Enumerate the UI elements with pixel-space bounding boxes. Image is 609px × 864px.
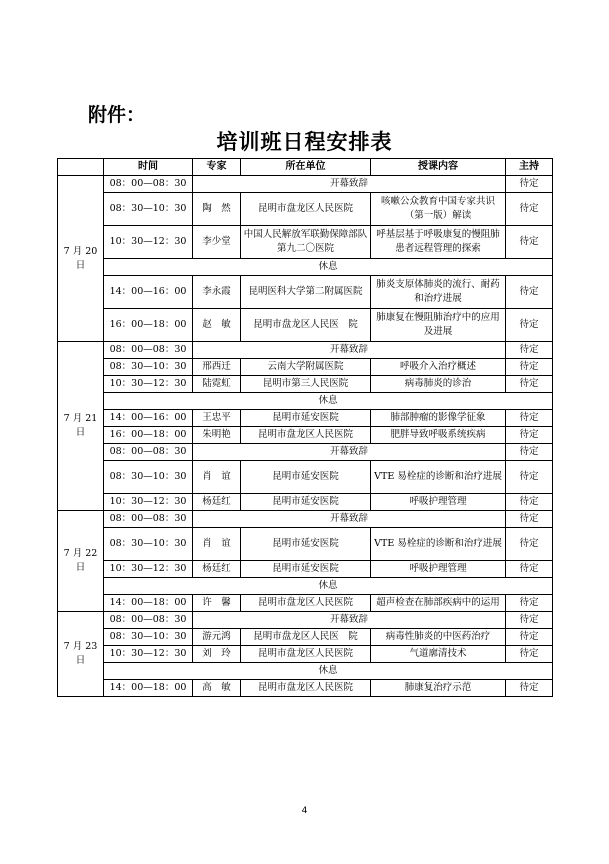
- unit-cell: 昆明市延安医院: [241, 410, 371, 427]
- break-row: [58, 663, 553, 680]
- expert-cell: 李少堂: [193, 226, 241, 259]
- unit-cell: 昆明市盘龙区人民医 院: [241, 629, 371, 646]
- topic-cell: 呼基层基于呼吸康复的慢阻肺患者远程管理的探索: [371, 226, 506, 259]
- header-time: 时间: [104, 159, 193, 176]
- table-row: [58, 376, 553, 393]
- table-row: [58, 342, 553, 359]
- time-cell: 16：00—18：00: [104, 427, 193, 444]
- host-cell: 待定: [506, 561, 553, 578]
- table-row: [58, 226, 553, 259]
- topic-cell: 肺炎支原体肺炎的流行、耐药和治疗进展: [371, 276, 506, 309]
- time-cell: 08：00—08：30: [104, 612, 193, 629]
- table-row: [58, 193, 553, 226]
- time-cell: 10：30—12：30: [104, 226, 193, 259]
- time-cell: 14：00—18：00: [104, 595, 193, 612]
- table-row: [58, 561, 553, 578]
- schedule-table: [57, 158, 553, 697]
- time-cell: 10：30—12：30: [104, 494, 193, 511]
- expert-cell: 肖 谊: [193, 528, 241, 561]
- host-cell: 待定: [506, 226, 553, 259]
- date-cell: 7 月 20 日: [58, 176, 104, 342]
- expert-cell: 赵 敏: [193, 309, 241, 342]
- opening-cell: 开幕致辞: [193, 612, 506, 629]
- expert-cell: 朱明艳: [193, 427, 241, 444]
- time-cell: 08：00—08：30: [104, 176, 193, 193]
- expert-cell: 杨廷红: [193, 494, 241, 511]
- table-row: [58, 276, 553, 309]
- header-expert: 专家: [193, 159, 241, 176]
- header-topic: 授课内容: [371, 159, 506, 176]
- time-cell: 10：30—12：30: [104, 561, 193, 578]
- topic-cell: 病毒性肺炎的中医药治疗: [371, 629, 506, 646]
- expert-cell: 高 敏: [193, 680, 241, 697]
- expert-cell: 许 馨: [193, 595, 241, 612]
- host-cell: 待定: [506, 595, 553, 612]
- header-date: [58, 159, 104, 176]
- unit-cell: 昆明市盘龙区人民医院: [241, 646, 371, 663]
- header-unit: 所在单位: [241, 159, 371, 176]
- time-cell: 10：30—12：30: [104, 646, 193, 663]
- table-row: [58, 612, 553, 629]
- topic-cell: 肺康复治疗示范: [371, 680, 506, 697]
- topic-cell: 肺康复在慢阻肺治疗中的应用及进展: [371, 309, 506, 342]
- table-row: [58, 309, 553, 342]
- break-row: [58, 578, 553, 595]
- opening-cell: 开幕致辞: [193, 511, 506, 528]
- host-cell: 待定: [506, 444, 553, 461]
- host-cell: 待定: [506, 309, 553, 342]
- break-row: [58, 259, 553, 276]
- table-row: [58, 595, 553, 612]
- table-row: [58, 528, 553, 561]
- unit-cell: 中国人民解放军联勤保障部队第九二〇医院: [241, 226, 371, 259]
- time-cell: 16：00—18：00: [104, 309, 193, 342]
- host-cell: 待定: [506, 410, 553, 427]
- break-cell: 休息: [104, 578, 553, 595]
- table-row: [58, 629, 553, 646]
- topic-cell: 病毒肺炎的诊治: [371, 376, 506, 393]
- topic-cell: 咳嗽公众教育中国专家共识（第一版）解读: [371, 193, 506, 226]
- time-cell: 08：00—08：30: [104, 511, 193, 528]
- table-row: [58, 511, 553, 528]
- time-cell: 14：00—18：00: [104, 680, 193, 697]
- schedule-body: [58, 176, 553, 697]
- host-cell: 待定: [506, 359, 553, 376]
- unit-cell: 昆明市延安医院: [241, 461, 371, 494]
- break-cell: 休息: [104, 663, 553, 680]
- expert-cell: 杨廷红: [193, 561, 241, 578]
- host-cell: 待定: [506, 276, 553, 309]
- opening-cell: 开幕致辞: [193, 342, 506, 359]
- unit-cell: 昆明市盘龙区人民医院: [241, 680, 371, 697]
- time-cell: 10：30—12：30: [104, 376, 193, 393]
- host-cell: 待定: [506, 461, 553, 494]
- unit-cell: 昆明市盘龙区人民医院: [241, 595, 371, 612]
- expert-cell: 陶 然: [193, 193, 241, 226]
- topic-cell: VTE 易栓症的诊断和治疗进展: [371, 461, 506, 494]
- attachment-label: 附件：: [88, 104, 146, 126]
- topic-cell: 呼吸护理管理: [371, 561, 506, 578]
- table-row: [58, 410, 553, 427]
- time-cell: 14：00—16：00: [104, 410, 193, 427]
- host-cell: 待定: [506, 342, 553, 359]
- table-row: [58, 646, 553, 663]
- page-number: 4: [301, 806, 308, 816]
- unit-cell: 昆明医科大学第二附属医院: [241, 276, 371, 309]
- time-cell: 14：00—16：00: [104, 276, 193, 309]
- expert-cell: 李永霞: [193, 276, 241, 309]
- topic-cell: 超声检查在肺部疾病中的运用: [371, 595, 506, 612]
- unit-cell: 昆明市盘龙区人民医 院: [241, 309, 371, 342]
- host-cell: 待定: [506, 511, 553, 528]
- topic-cell: 气道廓清技术: [371, 646, 506, 663]
- time-cell: 08：30—10：30: [104, 629, 193, 646]
- header-host: 主持: [506, 159, 553, 176]
- host-cell: 待定: [506, 629, 553, 646]
- opening-cell: 开幕致辞: [193, 444, 506, 461]
- host-cell: 待定: [506, 494, 553, 511]
- table-row: [58, 427, 553, 444]
- expert-cell: 邢西迁: [193, 359, 241, 376]
- unit-cell: 昆明市延安医院: [241, 494, 371, 511]
- table-row: [58, 359, 553, 376]
- unit-cell: 云南大学附属医院: [241, 359, 371, 376]
- topic-cell: 肺部肿瘤的影像学征象: [371, 410, 506, 427]
- expert-cell: 肖 谊: [193, 461, 241, 494]
- host-cell: 待定: [506, 176, 553, 193]
- time-cell: 08：30—10：30: [104, 193, 193, 226]
- break-cell: 休息: [104, 259, 553, 276]
- date-cell: 7 月 23 日: [58, 612, 104, 697]
- expert-cell: 王忠平: [193, 410, 241, 427]
- time-cell: 08：30—10：30: [104, 528, 193, 561]
- table-row: [58, 680, 553, 697]
- unit-cell: 昆明市第三人民医院: [241, 376, 371, 393]
- opening-cell: 开幕致辞: [193, 176, 506, 193]
- host-cell: 待定: [506, 193, 553, 226]
- topic-cell: 肥胖导致呼吸系统疾病: [371, 427, 506, 444]
- header-row: [58, 159, 553, 176]
- time-cell: 08：00—08：30: [104, 342, 193, 359]
- unit-cell: 昆明市盘龙区人民医院: [241, 427, 371, 444]
- topic-cell: 呼吸护理管理: [371, 494, 506, 511]
- unit-cell: 昆明市盘龙区人民医院: [241, 193, 371, 226]
- host-cell: 待定: [506, 646, 553, 663]
- host-cell: 待定: [506, 376, 553, 393]
- table-row: [58, 444, 553, 461]
- time-cell: 08：00—08：30: [104, 444, 193, 461]
- break-row: [58, 393, 553, 410]
- page-title: 培训班日程安排表: [216, 129, 393, 154]
- expert-cell: 刘 玲: [193, 646, 241, 663]
- host-cell: 待定: [506, 427, 553, 444]
- time-cell: 08：30—10：30: [104, 359, 193, 376]
- table-row: [58, 461, 553, 494]
- host-cell: 待定: [506, 680, 553, 697]
- host-cell: 待定: [506, 612, 553, 629]
- unit-cell: 昆明市延安医院: [241, 561, 371, 578]
- table-row: [58, 494, 553, 511]
- date-cell: 7 月 21 日: [58, 342, 104, 511]
- unit-cell: 昆明市延安医院: [241, 528, 371, 561]
- expert-cell: 陆霓虹: [193, 376, 241, 393]
- topic-cell: VTE 易栓症的诊断和治疗进展: [371, 528, 506, 561]
- table-row: [58, 176, 553, 193]
- host-cell: 待定: [506, 528, 553, 561]
- expert-cell: 游元鸿: [193, 629, 241, 646]
- topic-cell: 呼吸介入治疗概述: [371, 359, 506, 376]
- break-cell: 休息: [104, 393, 553, 410]
- date-cell: 7 月 22 日: [58, 511, 104, 612]
- time-cell: 08：30—10：30: [104, 461, 193, 494]
